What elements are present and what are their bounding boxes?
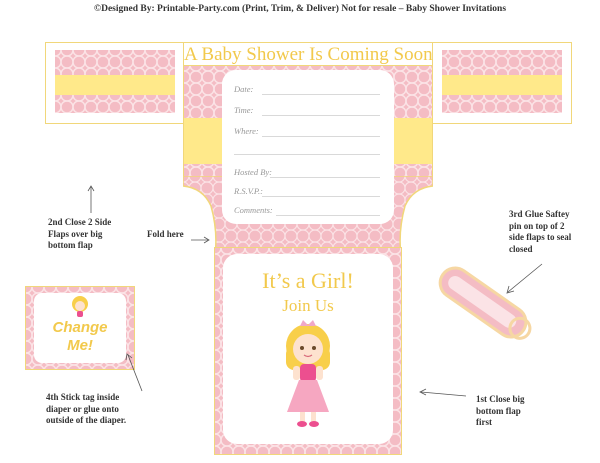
field-label-comments: Comments: [234,205,273,215]
note-close-side-flaps-line-1: 2nd Close 2 Side [48,217,112,227]
note-close-side-flaps-line-2: Flaps over big [48,228,103,239]
note-glue-pin-line-2: pin on top of 2 [509,220,565,231]
join-us-text: Join Us [282,296,334,315]
note-glue-pin [509,209,571,255]
field-line-where-2 [234,154,380,155]
me-text: Me! [67,337,93,354]
note-close-side-flaps [48,217,111,252]
note-glue-pin-line-4: closed [509,243,533,254]
field-label-where: Where: [234,126,259,136]
field-label-date: Date: [234,84,254,94]
field-label-time: Time: [234,105,254,115]
field-label-rsvp: R.S.V.P.: [234,186,263,196]
note-fold-here: Fold here [147,229,184,239]
diaper-waist-band-left [184,118,222,164]
note-glue-pin-line-1: 3rd Glue Saftey [509,209,570,219]
its-a-girl-text: It’s a Girl! [262,268,354,293]
arrow-side-flaps-icon [86,184,96,214]
note-stick-tag-line-3: outside of the diaper. [46,415,127,425]
tag-baby-icon [69,295,91,317]
left-side-flap [45,42,185,124]
left-flap-pattern-top [55,50,175,75]
diaper-waist-band-right [394,118,432,164]
field-line-rsvp [262,196,380,197]
note-close-bottom-flap-line-1: 1st Close big [476,394,525,404]
field-line-hosted-by [270,177,380,178]
field-line-date [262,94,380,95]
field-line-time [262,115,380,116]
right-flap-yellow-band [442,75,562,95]
field-label-hosted-by: Hosted By: [234,167,273,177]
header-credit: ©Designed By: Printable-Party.com (Print, Trim, & Deliver) Not for resale – Baby Shower Invitations [93,4,507,14]
right-side-flap [432,42,572,124]
right-flap-pattern-bottom [442,95,562,113]
banner-title: A Baby Shower Is Coming Soon [184,44,433,65]
left-flap-yellow-band [55,75,175,95]
field-line-where [262,136,380,137]
note-close-bottom-flap [476,394,525,429]
note-stick-tag-line-2: diaper or glue onto [46,403,119,414]
arrow-stick-tag-icon [124,352,146,392]
note-close-bottom-flap-line-2: bottom flap [476,405,521,416]
field-line-comments [276,215,380,216]
baby-girl-illustration [273,320,343,430]
details-card [222,70,394,224]
front-card [223,254,393,444]
arrow-bottom-flap-icon [418,386,468,402]
note-stick-tag-line-1: 4th Stick tag inside [46,392,120,402]
note-glue-pin-line-3: side flaps to seal [509,232,572,242]
note-stick-tag [46,392,126,427]
arrow-fold-here-icon [190,235,210,245]
right-flap-pattern-top [442,50,562,75]
left-flap-pattern-bottom [55,95,175,113]
note-close-side-flaps-line-3: bottom flap [48,240,93,250]
change-text: Change [52,319,108,336]
arrow-safety-pin-icon [504,262,544,294]
note-close-bottom-flap-line-3: first [476,417,492,427]
change-me-tag [25,286,135,370]
change-me-tag-card [34,293,126,363]
